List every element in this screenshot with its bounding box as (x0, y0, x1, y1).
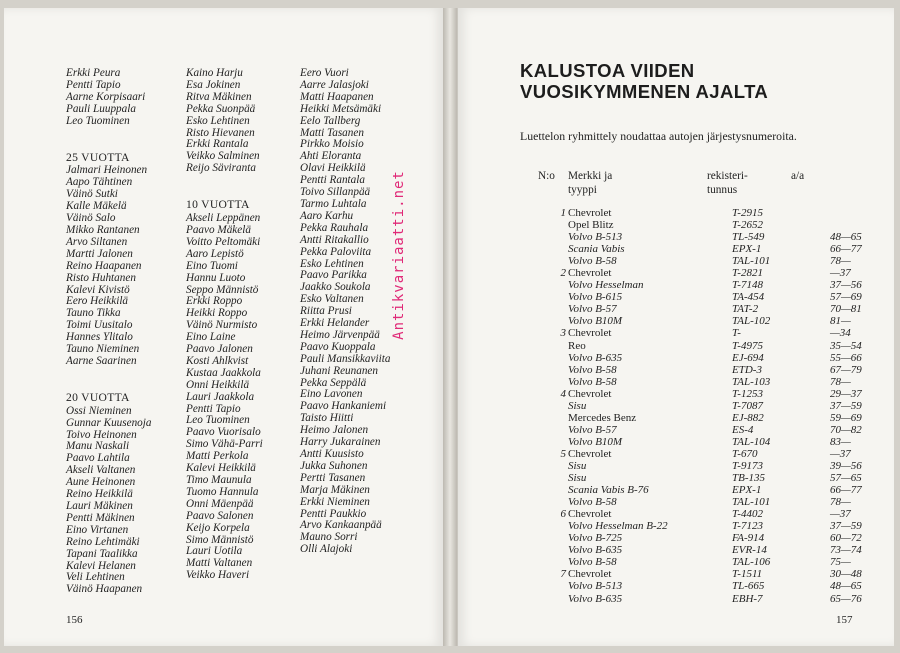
registration: T-1511 (732, 568, 763, 581)
name-entry: Erkki Nieminen (300, 495, 370, 508)
fleet-table (556, 207, 894, 605)
name-entry: Aaro Lepistö (186, 247, 244, 260)
table-row (556, 484, 894, 496)
header-years-label: a/a (791, 170, 805, 182)
table-row (556, 580, 894, 592)
row-number: 5 (560, 447, 566, 460)
name-entry: Arvo Siltanen (66, 235, 128, 248)
registration: T-7123 (732, 520, 763, 533)
name-entry: Jalmari Heinonen (66, 164, 148, 177)
section-heading: 20 VUOTTA (66, 390, 130, 404)
name-entry: Veikko Haveri (186, 569, 250, 582)
name-entry: Esko Valtanen (300, 293, 364, 306)
registration: T-670 (732, 447, 758, 460)
years-in-service: 29—37 (830, 387, 862, 400)
title-line-1: KALUSTOA VIIDEN (520, 60, 695, 81)
header-reg-line-2: tunnus (707, 184, 738, 196)
registration: ETD-3 (732, 363, 762, 376)
vehicle-type: Volvo B-57 (568, 303, 617, 316)
name-entry: Toivo Sillanpää (300, 186, 371, 199)
name-entry: Matti Tasanen (300, 126, 364, 139)
name-entry: Eero Vuori (300, 67, 349, 79)
years-in-service: —37 (830, 508, 851, 521)
registration: TB-135 (732, 472, 765, 485)
years-in-service: 57—69 (830, 291, 862, 304)
vehicle-type: Volvo B-58 (568, 496, 617, 509)
name-entry: Hannu Luoto (186, 271, 246, 284)
vehicle-type: Chevrolet (568, 568, 612, 581)
name-entry: Erkki Helander (300, 317, 370, 330)
registration: EPX-1 (732, 484, 762, 497)
vehicle-type: Volvo B-58 (568, 556, 617, 569)
header-no-label: N:o (538, 170, 555, 182)
table-row (556, 388, 894, 400)
years-in-service: 81— (830, 315, 851, 328)
row-number: 4 (560, 387, 566, 400)
years-in-service: 70—82 (830, 423, 862, 436)
row-number: 6 (560, 508, 566, 521)
name-entry: Reino Heikkilä (66, 488, 133, 501)
table-row (556, 568, 894, 580)
table-row (556, 448, 894, 460)
registration: EJ-882 (732, 411, 764, 424)
vehicle-type: Chevrolet (568, 387, 612, 400)
table-row (556, 472, 894, 484)
name-entry: Mauno Sorri (300, 531, 358, 544)
name-entry: Kalevi Heikkilä (186, 462, 256, 475)
years-in-service: 37—56 (830, 279, 862, 292)
name-entry: Kaino Harju (186, 67, 243, 79)
registration: ES-4 (732, 423, 754, 436)
name-entry: Arvo Kankaanpää (300, 519, 382, 532)
name-entry: Pentti Tapio (66, 78, 121, 91)
name-entry: Antti Ritakallio (300, 233, 369, 246)
name-entry: Tuomo Hannula (186, 485, 259, 498)
years-in-service: 37—59 (830, 520, 862, 533)
name-entry: Kalevi Kivistö (66, 283, 130, 296)
page-title (520, 60, 768, 102)
name-entry: Ahti Eloranta (300, 150, 362, 163)
vehicle-type: Scania Vabis (568, 243, 625, 256)
name-entry: Hannes Ylitalo (66, 331, 133, 344)
name-entry: Manu Naskali (66, 440, 130, 453)
registration: TAL-103 (732, 375, 771, 388)
intro-text: Luettelon ryhmittely noudattaa autojen järjestysnumeroita. (520, 129, 797, 143)
table-row (556, 207, 894, 219)
name-entry: Reijo Säviranta (186, 162, 256, 175)
registration: TL-665 (732, 580, 765, 593)
name-column-2 (186, 68, 263, 582)
registration: TAL-106 (732, 556, 771, 569)
book-gutter (443, 8, 457, 646)
vehicle-type: Opel Blitz (568, 219, 614, 232)
name-entry: Paavo Salonen (186, 509, 254, 522)
name-entry: Kosti Ahlkvist (186, 354, 249, 367)
name-entry: Heikki Roppo (186, 307, 248, 320)
registration: T- (732, 327, 741, 340)
name-entry: Veli Lehtinen (66, 571, 125, 584)
vehicle-type: Volvo B-635 (568, 351, 623, 364)
name-entry: Aarre Jalasjoki (300, 78, 369, 91)
name-entry: Akseli Valtanen (66, 464, 136, 477)
name-entry: Toivo Heinonen (66, 428, 137, 441)
table-row (556, 303, 894, 315)
years-in-service: 78— (830, 255, 851, 268)
name-entry: Risto Huhtanen (66, 271, 136, 284)
name-entry: Pekka Paloviita (300, 245, 372, 258)
name-entry: Pentti Mäkinen (66, 511, 135, 524)
vehicle-type: Sisu (568, 399, 587, 412)
section-heading: 25 VUOTTA (66, 150, 130, 164)
name-entry: Kalevi Helanen (66, 559, 136, 572)
years-in-service: 48—65 (830, 231, 862, 244)
name-entry: Lauri Uotila (186, 545, 243, 558)
name-entry: Tapani Taalikka (66, 547, 138, 560)
name-entry: Reino Lehtimäki (66, 535, 140, 548)
name-entry: Heimo Jalonen (300, 424, 369, 437)
vehicle-type: Chevrolet (568, 327, 612, 340)
table-row (556, 340, 894, 352)
name-entry: Eino Laine (186, 331, 236, 344)
name-entry: Aarne Korpisaari (66, 90, 146, 103)
name-entry: Mikko Rantanen (66, 223, 140, 236)
name-entry: Paavo Vuorisalo (186, 426, 261, 439)
name-entry: Veikko Salminen (186, 150, 260, 163)
header-brand-line-2: tyyppi (568, 184, 597, 196)
vehicle-type: Sisu (568, 459, 587, 472)
registration: T-2652 (732, 219, 763, 232)
name-entry: Väinö Haapanen (66, 583, 143, 596)
table-row (556, 460, 894, 472)
registration: T-2821 (732, 267, 763, 280)
name-entry: Aapo Tähtinen (66, 176, 133, 189)
name-entry: Harry Jukarainen (300, 436, 381, 449)
name-entry: Paavo Hankaniemi (300, 400, 387, 413)
vehicle-type: Chevrolet (568, 508, 612, 521)
header-no (538, 169, 555, 183)
registration: T-2915 (732, 207, 763, 219)
years-in-service: 66—77 (830, 243, 862, 256)
registration: TAL-102 (732, 315, 771, 328)
name-entry: Ossi Nieminen (66, 404, 132, 417)
name-entry: Toimi Uusitalo (66, 319, 133, 332)
table-row (556, 291, 894, 303)
name-entry: Eero Heikkilä (66, 295, 129, 308)
name-entry: Lauri Jaakkola (186, 390, 255, 403)
table-row (556, 255, 894, 267)
vehicle-type: Volvo B10M (568, 435, 623, 448)
name-entry: Pekka Suonpää (186, 102, 256, 115)
watermark-text: Antikvariaatti.net (391, 170, 407, 340)
name-entry: Aaro Karhu (300, 209, 354, 222)
table-row (556, 327, 894, 339)
vehicle-type: Volvo B-58 (568, 363, 617, 376)
name-entry: Jukka Suhonen (300, 459, 368, 472)
name-entry: Risto Hievanen (186, 126, 255, 139)
name-entry: Pirkko Moisio (300, 138, 364, 151)
years-in-service: 57—65 (830, 472, 862, 485)
name-entry: Kustaa Jaakkola (186, 366, 261, 379)
name-column-1 (66, 68, 151, 596)
registration: TAL-104 (732, 435, 771, 448)
vehicle-type: Volvo B-725 (568, 532, 623, 545)
years-in-service: —34 (830, 327, 851, 340)
vehicle-type: Reo (568, 339, 586, 352)
name-entry: Leo Tuominen (186, 414, 250, 427)
vehicle-type: Volvo B-58 (568, 255, 617, 268)
years-in-service: 60—72 (830, 532, 862, 545)
name-entry: Ritva Mäkinen (186, 90, 252, 103)
name-entry: Aune Heinonen (66, 476, 136, 489)
name-entry: Simo Männistö (186, 533, 254, 546)
years-in-service: 65—76 (830, 592, 862, 605)
name-entry: Paavo Jalonen (186, 343, 253, 356)
registration: EJ-694 (732, 351, 764, 364)
registration: T-7148 (732, 279, 763, 292)
years-in-service: 78— (830, 375, 851, 388)
vehicle-type: Volvo Hesselman B-22 (568, 520, 668, 533)
name-entry: Pauli Mansikkaviita (300, 352, 391, 365)
name-entry: Matti Valtanen (186, 557, 253, 570)
table-row (556, 352, 894, 364)
name-entry: Erkki Peura (66, 67, 121, 79)
name-entry: Jaakko Soukola (300, 281, 371, 294)
right-page (457, 8, 894, 646)
years-in-service: 73—74 (830, 544, 862, 557)
years-in-service: 66—77 (830, 484, 862, 497)
table-row (556, 508, 894, 520)
name-column-3 (300, 68, 390, 556)
name-entry: Olli Alajoki (300, 543, 353, 556)
name-entry: Aarne Saarinen (66, 354, 137, 367)
name-entry: Paavo Mäkelä (186, 223, 251, 236)
name-entry: Keijo Korpela (186, 521, 250, 534)
name-entry: Timo Maunula (186, 474, 252, 486)
name-entry: Martti Jalonen (66, 247, 133, 260)
vehicle-type: Volvo B-513 (568, 231, 623, 244)
table-row (556, 556, 894, 568)
name-entry: Paavo Lahtila (66, 452, 130, 465)
table-row (556, 279, 894, 291)
table-row (556, 593, 894, 605)
vehicle-type: Volvo B10M (568, 315, 623, 328)
table-row (556, 376, 894, 388)
registration: TL-549 (732, 231, 765, 244)
years-in-service: 30—48 (830, 568, 862, 581)
registration: TAL-101 (732, 255, 771, 268)
vehicle-type: Mercedes Benz (568, 411, 637, 424)
name-entry: Juhani Reunanen (300, 364, 378, 377)
name-entry: Reino Haapanen (66, 259, 142, 272)
section-heading: 10 VUOTTA (186, 198, 250, 212)
registration: EBH-7 (732, 592, 763, 605)
table-row (556, 412, 894, 424)
registration: TAT-2 (732, 303, 759, 316)
registration: EVR-14 (732, 544, 767, 557)
years-in-service: 83— (830, 435, 851, 448)
name-entry: Riitta Prusi (300, 305, 352, 318)
years-in-service: 67—79 (830, 363, 862, 376)
name-entry: Seppo Männistö (186, 283, 259, 296)
name-entry: Erkki Roppo (186, 295, 243, 308)
row-number: 7 (560, 568, 566, 581)
name-entry: Väinö Nurmisto (186, 319, 258, 332)
name-entry: Akseli Leppänen (186, 212, 261, 225)
vehicle-type: Volvo B-57 (568, 423, 617, 436)
name-entry: Kalle Mäkelä (66, 200, 127, 213)
name-entry: Tarmo Luhtala (300, 197, 367, 210)
name-entry: Antti Kuusisto (300, 448, 364, 460)
name-entry: Väinö Sutki (66, 188, 118, 201)
vehicle-type: Volvo B-615 (568, 291, 623, 304)
vehicle-type: Volvo B-58 (568, 375, 617, 388)
name-entry: Onni Mäenpää (186, 497, 254, 510)
name-entry: Pekka Rauhala (300, 221, 369, 234)
name-entry: Marja Mäkinen (300, 483, 370, 496)
name-entry: Taisto Hiitti (300, 412, 354, 425)
name-entry: Eelo Tallberg (300, 114, 361, 127)
table-row (556, 243, 894, 255)
name-entry: Voitto Peltomäki (186, 235, 261, 248)
name-entry: Simo Vähä-Parri (186, 438, 263, 451)
name-entry: Erkki Rantala (186, 138, 249, 151)
name-entry: Väinö Salo (66, 212, 116, 225)
header-registration (707, 169, 748, 197)
table-row (556, 424, 894, 436)
name-entry: Heikki Metsämäki (300, 102, 382, 115)
left-page (4, 8, 444, 646)
vehicle-type: Volvo B-513 (568, 580, 623, 593)
name-entry: Tauno Tikka (66, 307, 121, 320)
name-entry: Pekka Seppälä (300, 376, 367, 389)
name-entry: Pentti Rantala (300, 174, 365, 187)
name-entry: Matti Haapanen (300, 90, 374, 103)
name-entry: Tauno Nieminen (66, 343, 140, 356)
name-entry: Eino Virtanen (66, 523, 129, 536)
registration: T-1253 (732, 387, 763, 400)
vehicle-type: Scania Vabis B-76 (568, 484, 649, 497)
table-row (556, 436, 894, 448)
table-row (556, 532, 894, 544)
years-in-service: 78— (830, 496, 851, 509)
years-in-service: 39—56 (830, 459, 862, 472)
name-entry: Gunnar Kuusenoja (66, 416, 152, 429)
header-brand-line-1: Merkki ja (568, 170, 613, 182)
registration: T-4975 (732, 339, 763, 352)
name-entry: Matti Perkola (186, 450, 249, 463)
name-entry: Esko Lehtinen (186, 114, 250, 127)
name-entry: Pertti Tasanen (300, 471, 366, 484)
title-line-2: VUOSIKYMMENEN AJALTA (520, 81, 769, 102)
page-number-right: 157 (836, 614, 853, 626)
name-entry: Paavo Kuoppala (300, 340, 376, 353)
registration: EPX-1 (732, 243, 762, 256)
name-entry: Leo Tuominen (66, 114, 130, 127)
table-row (556, 400, 894, 412)
registration: T-7087 (732, 399, 763, 412)
row-number: 2 (560, 267, 566, 280)
table-row (556, 496, 894, 508)
page-number-left: 156 (66, 614, 83, 626)
registration: T-9173 (732, 459, 763, 472)
table-row (556, 231, 894, 243)
years-in-service: 75— (830, 556, 851, 569)
name-entry: Eino Lavonen (300, 388, 363, 401)
name-entry: Esa Jokinen (186, 78, 241, 91)
table-row (556, 364, 894, 376)
years-in-service: 59—69 (830, 411, 862, 424)
years-in-service: 55—66 (830, 351, 862, 364)
name-entry: Pentti Paukkio (300, 507, 367, 520)
vehicle-type: Sisu (568, 472, 587, 485)
vehicle-type: Volvo Hesselman (568, 279, 644, 292)
name-entry: Olavi Heikkilä (300, 162, 366, 175)
header-brand (568, 169, 612, 197)
registration: FA-914 (732, 532, 765, 545)
years-in-service: 48—65 (830, 580, 862, 593)
name-entry: Pentti Tapio (186, 402, 241, 415)
vehicle-type: Chevrolet (568, 447, 612, 460)
name-entry: Pauli Luuppala (66, 102, 136, 115)
name-entry: Lauri Mäkinen (66, 500, 133, 512)
name-entry: Paavo Parikka (300, 269, 367, 282)
header-years (791, 169, 804, 183)
name-entry: Heimo Järvenpää (300, 328, 380, 341)
table-row (556, 315, 894, 327)
registration: T-4402 (732, 508, 763, 521)
years-in-service: 70—81 (830, 303, 862, 316)
vehicle-type: Volvo B-635 (568, 544, 623, 557)
registration: TAL-101 (732, 496, 771, 509)
name-entry: Esko Lehtinen (300, 257, 364, 270)
vehicle-type: Chevrolet (568, 267, 612, 280)
table-row (556, 520, 894, 532)
years-in-service: —37 (830, 267, 851, 280)
table-row (556, 267, 894, 279)
years-in-service: —37 (830, 447, 851, 460)
name-entry: Onni Heikkilä (186, 378, 250, 391)
name-entry: Eino Tuomi (186, 259, 238, 272)
row-number: 1 (560, 207, 566, 219)
table-row (556, 544, 894, 556)
vehicle-type: Chevrolet (568, 207, 612, 219)
years-in-service: 35—54 (830, 339, 862, 352)
header-reg-line-1: rekisteri- (707, 170, 748, 182)
vehicle-type: Volvo B-635 (568, 592, 623, 605)
years-in-service: 37—59 (830, 399, 862, 412)
row-number: 3 (560, 327, 566, 340)
table-row (556, 219, 894, 231)
registration: TA-454 (732, 291, 765, 304)
